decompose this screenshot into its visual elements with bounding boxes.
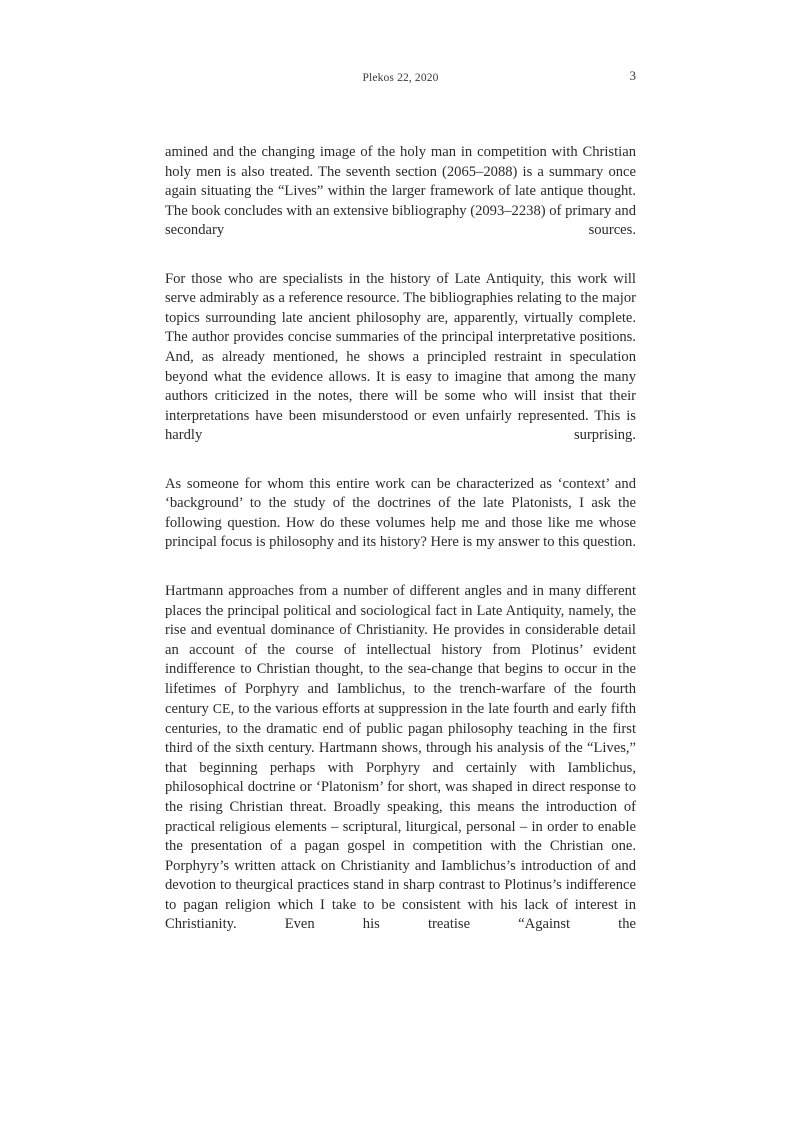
body-paragraph: amined and the changing image of the holy man in competition with Christian holy men is also treated. The seventh section (2065–2088) is a summary once again situating the “Lives” within the larger framework of late antique thought. The book concludes with an extensive bibliography (2093–2238) of primary and secondary sources. <box>165 144 636 239</box>
era-abbreviation-smallcaps: CE <box>212 701 231 717</box>
running-head <box>165 68 636 92</box>
body-paragraph: As someone for whom this entire work can be characterized as ‘context’ and ‘background’ to the study of the doctrines of the late Platonists, I ask the following question. How do these volumes help me and those like me whose principal focus is philosophy and its history? Here is my answer to this question. <box>165 475 636 551</box>
body-paragraph <box>165 582 636 954</box>
running-head-journal-title: Plekos 22, 2020 <box>362 72 439 84</box>
body-paragraph-segment: , to the various efforts at suppression in the late fourth and early fifth centuries, to the dramatic end of public pagan philosophy teaching in the first third of the sixth century. Hartmann shows, through his analysis of the “Lives,” that beginning perhaps with Porphyry and certainly with Iamblichus, philosophical doctrine or ‘Platonism’ for short, was shaped in direct response to the rising Christian threat. Broadly speaking, this means the introduction of practical religious elements – scriptural, liturgical, personal – in order to enable the presentation of a pagan gospel in competition with the Christian one. Porphyry’s written attack on Christianity and Iamblichus’s introduction of and devotion to theurgical practices stand in sharp contrast to Plotinus’s indifference to pagan religion which I take to be consistent with his lack of interest in Christianity. Even his treatise “Against the <box>165 701 636 933</box>
body-paragraph-segment: Hartmann approaches from a number of different angles and in many different places the principal political and sociological fact in Late Antiquity, namely, the rise and eventual dominance of Christianity. He provides in considerable detail an account of the course of intellectual history from Plotinus’ evident indifference to Christian thought, to the sea-change that begins to occur in the lifetimes of Porphyry and Iamblichus, to the trench-warfare of the fourth century <box>165 582 636 718</box>
page-number: 3 <box>629 68 636 83</box>
body-paragraph: For those who are specialists in the history of Late Antiquity, this work will serve admirably as a reference resource. The bibliographies relating to the major topics surrounding late ancient philosophy are, apparently, virtually complete. The author provides concise summaries of the principal interpretative positions. And, as already mentioned, he shows a principled restraint in speculation beyond what the evidence allows. It is easy to imagine that among the many authors criticized in the notes, there will be some who will insist that their interpretations have been misunderstood or even unfairly represented. This is hardly surprising. <box>165 270 636 444</box>
body-text-block <box>165 143 636 954</box>
